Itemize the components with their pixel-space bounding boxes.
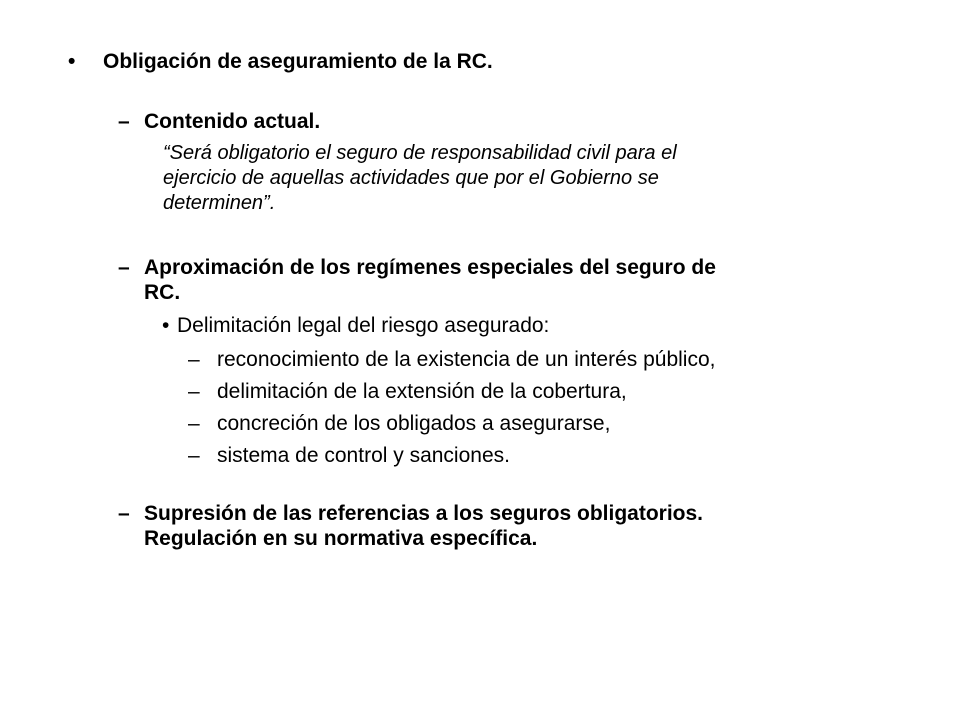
list-item: sistema de control y sanciones. <box>217 444 510 467</box>
quote-line: ejercicio de aquellas actividades que por el Gobierno se <box>163 167 659 189</box>
section-3-heading-line: Regulación en su normativa específica. <box>144 527 538 550</box>
sub-bullet-marker: • <box>162 314 170 337</box>
section-2-marker: – <box>118 256 130 279</box>
section-3-marker: – <box>118 502 130 525</box>
section-2-heading-line: Aproximación de los regímenes especiales del seguro de <box>144 256 716 279</box>
section-1-marker: – <box>118 110 130 133</box>
sub-bullet-text: Delimitación legal del riesgo asegurado: <box>177 314 550 337</box>
item-marker: – <box>188 444 200 467</box>
quote-line: “Será obligatorio el seguro de responsabilidad civil para el <box>163 142 677 164</box>
section-3-heading-line: Supresión de las referencias a los seguros obligatorios. <box>144 502 704 525</box>
item-marker: – <box>188 412 200 435</box>
list-item: reconocimiento de la existencia de un interés público, <box>217 348 716 371</box>
section-1-heading: Contenido actual. <box>144 110 321 133</box>
section-2-heading-line: RC. <box>144 281 181 304</box>
list-item: concreción de los obligados a asegurarse, <box>217 412 611 435</box>
item-marker: – <box>188 348 200 371</box>
main-bullet-text: Obligación de aseguramiento de la RC. <box>103 50 493 73</box>
quote-line: determinen”. <box>163 192 276 214</box>
bullet-marker: • <box>68 50 76 73</box>
item-marker: – <box>188 380 200 403</box>
list-item: delimitación de la extensión de la cobertura, <box>217 380 627 403</box>
